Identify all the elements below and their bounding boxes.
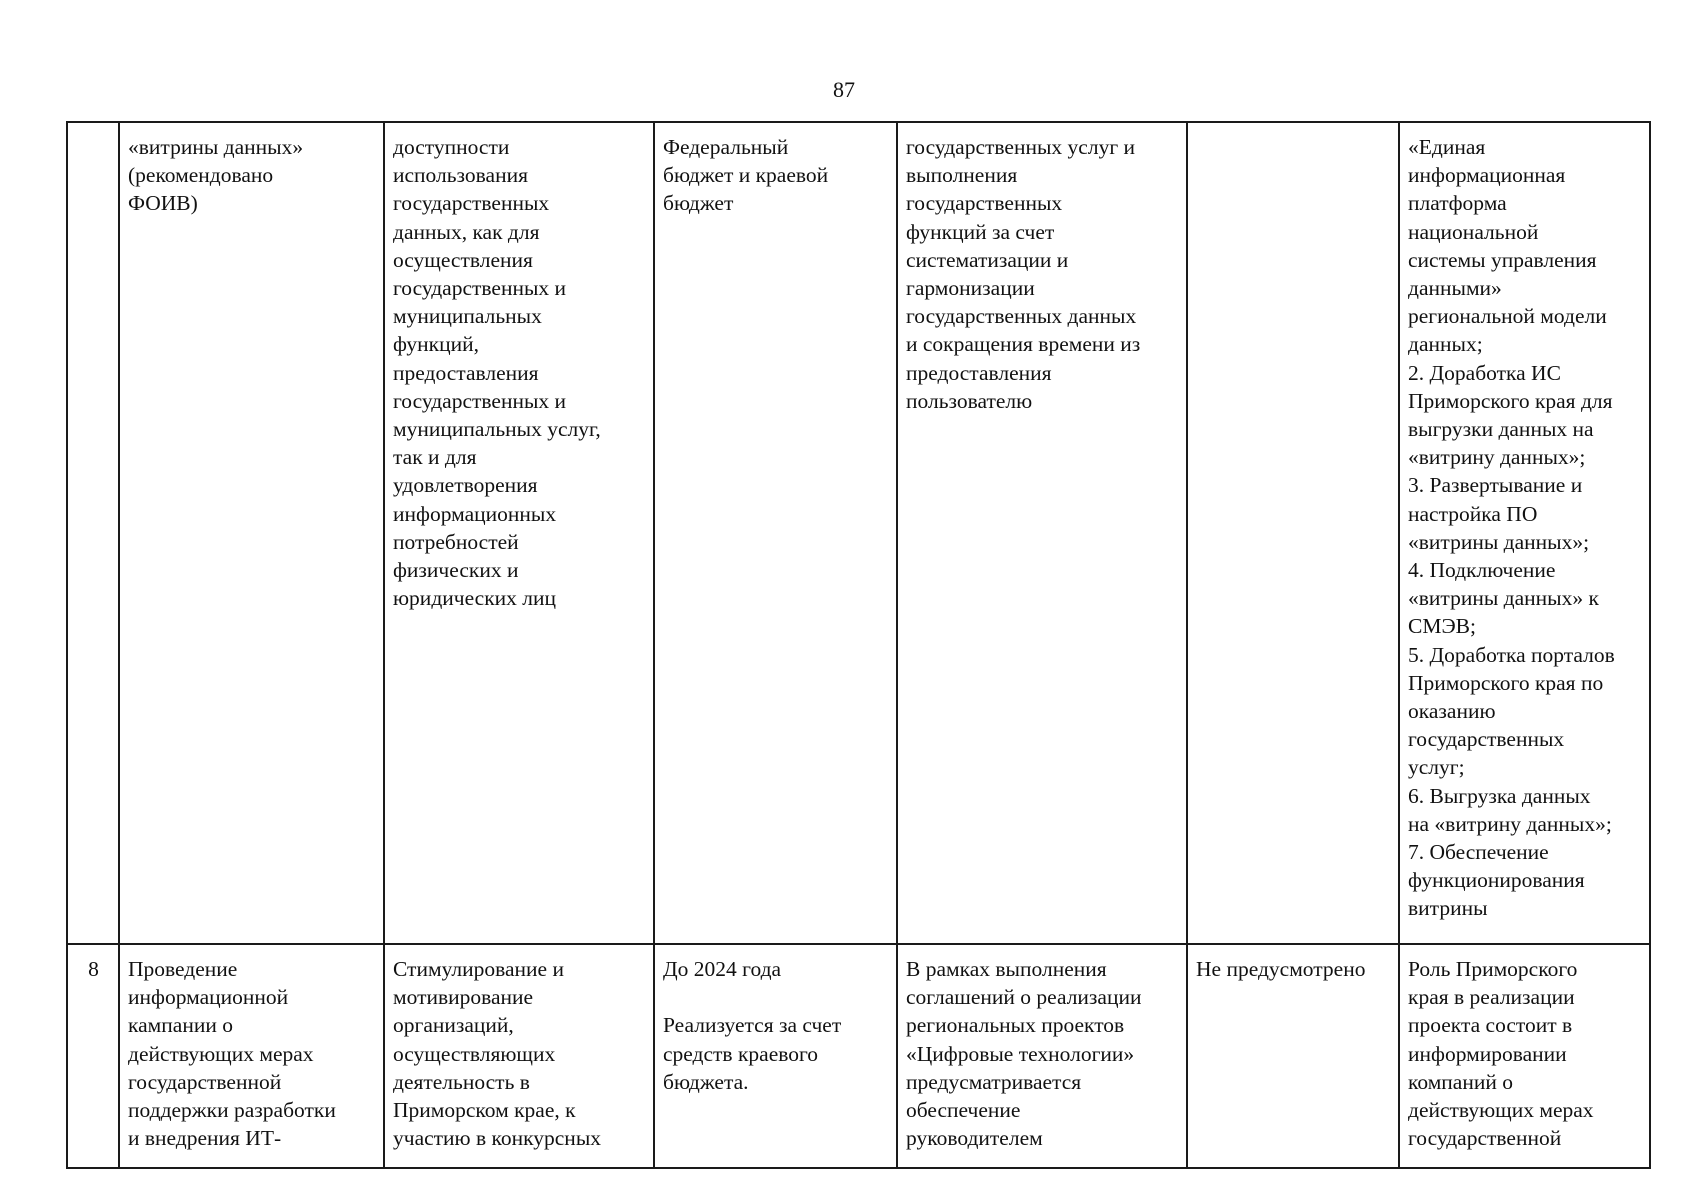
deadline-funding-cell: До 2024 года Реализуется за счет средств краевого бюджета. <box>654 944 897 1168</box>
volume-cell: Не предусмотрено <box>1187 944 1399 1168</box>
goal-cell: доступности использования государственных данных, как для осуществления государственных и муниципальных функций, предоставления государственных и муниципальных услуг, так и для удовлетворения информационных потребностей физических и юридических лиц <box>384 122 654 944</box>
measure-name-cell: Проведение информационной кампании о действующих мерах государственной поддержки разработки и внедрения ИТ- <box>119 944 384 1168</box>
measures-table <box>66 121 1651 1169</box>
row-number-cell: 8 <box>67 944 119 1168</box>
row-number-cell <box>67 122 119 944</box>
table-row <box>67 122 1650 944</box>
region-role-cell: «Единая информационная платформа национальной системы управления данными» региональной модели данных; 2. Доработка ИС Приморского края для выгрузки данных на «витрину данных»; 3. Развертывание и настройка ПО «витрины данных»; 4. Подключение «витрины данных» к СМЭВ; 5. Доработка порталов Приморского края по оказанию государственных услуг; 6. Выгрузка данных на «витрину данных»; 7. Обеспечение функционирования витрины <box>1399 122 1650 944</box>
page-number: 87 <box>833 77 855 102</box>
volume-cell <box>1187 122 1399 944</box>
measure-name-cell: «витрины данных» (рекомендовано ФОИВ) <box>119 122 384 944</box>
table-row <box>67 944 1650 1168</box>
deadline-funding-cell: Федеральный бюджет и краевой бюджет <box>654 122 897 944</box>
goal-cell: Стимулирование и мотивирование организаций, осуществляющих деятельность в Приморском крае, к участию в конкурсных <box>384 944 654 1168</box>
expected-result-cell: государственных услуг и выполнения государственных функций за счет систематизации и гармонизации государственных данных и сокращения времени из предоставления пользователю <box>897 122 1187 944</box>
region-role-cell: Роль Приморского края в реализации проекта состоит в информировании компаний о действующих мерах государственной <box>1399 944 1650 1168</box>
expected-result-cell: В рамках выполнения соглашений о реализации региональных проектов «Цифровые технологии» предусматривается обеспечение руководителем <box>897 944 1187 1168</box>
